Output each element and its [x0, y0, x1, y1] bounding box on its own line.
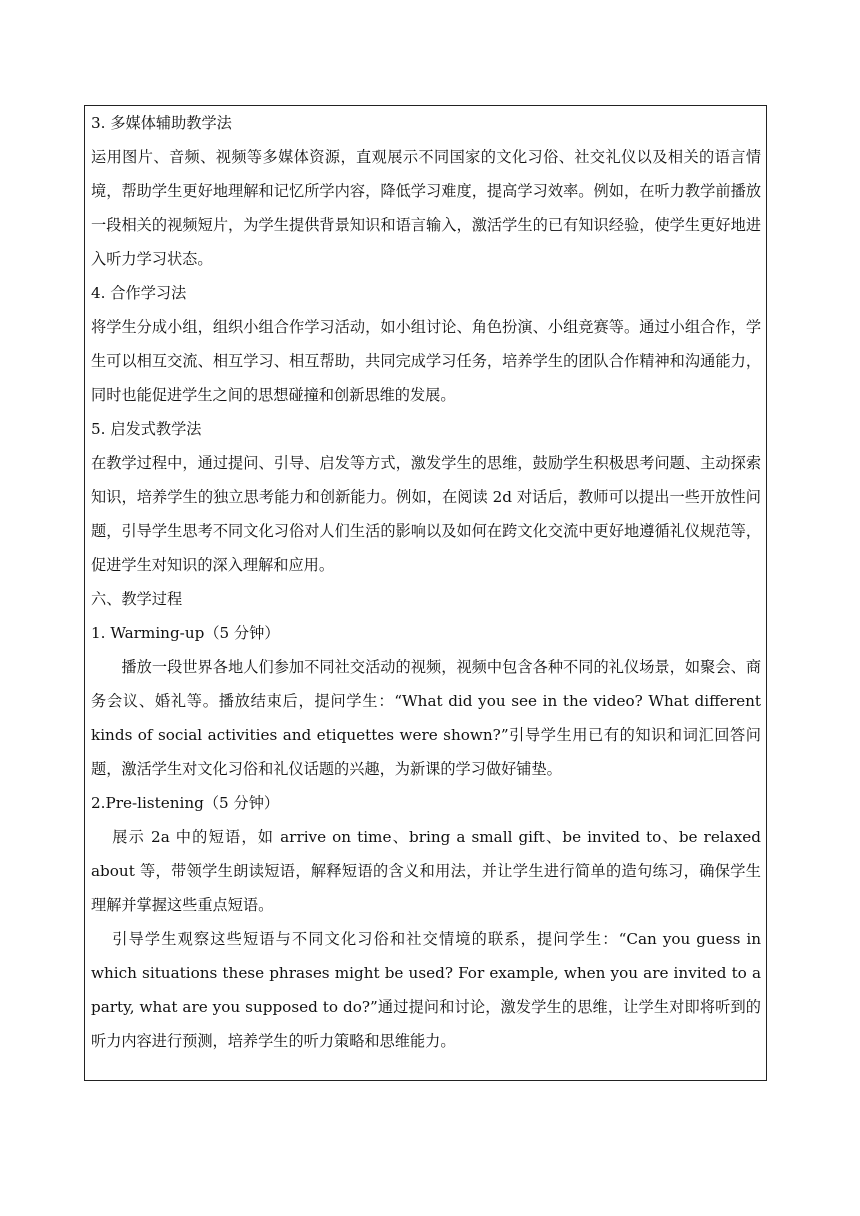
section-body-multimedia: 运用图片、音频、视频等多媒体资源，直观展示不同国家的文化习俗、社交礼仪以及相关的语言情境，帮助学生更好地理解和记忆所学内容，降低学习难度，提高学习效率。例如，在听力教学前播放一段相关的视频短片，为学生提供背景知识和语言输入，激活学生的已有知识经验，使学生更好地进入听力学习状态。 [91, 148, 761, 268]
section-heading-heuristic: 5. 启发式教学法 [91, 420, 202, 438]
step-body-pre-listening-2: 引导学生观察这些短语与不同文化习俗和社交情境的联系，提问学生：“Can you guess in which situations these phrases might be used? For example, when you are invited to a party, what are you supposed to do?”通过提问和讨论，激发学生的思维，让学生对即将听到的听力内容进行预测，培养学生的听力策略和思维能力。 [91, 930, 761, 1050]
section-heading-multimedia: 3. 多媒体辅助教学法 [91, 114, 232, 132]
step-heading-pre-listening: 2.Pre-listening（5 分钟） [91, 794, 280, 812]
section-body-heuristic: 在教学过程中，通过提问、引导、启发等方式，激发学生的思维，鼓励学生积极思考问题、主动探索知识，培养学生的独立思考能力和创新能力。例如，在阅读 2d 对话后，教师可以提出一些开放性问题，引导学生思考不同文化习俗对人们生活的影响以及如何在跨文化交流中更好地遵循礼仪规范等，促进学生对知识的深入理解和应用。 [91, 454, 761, 574]
section-body-cooperative: 将学生分成小组，组织小组合作学习活动，如小组讨论、角色扮演、小组竞赛等。通过小组合作，学生可以相互交流、相互学习、相互帮助，共同完成学习任务，培养学生的团队合作精神和沟通能力，同时也能促进学生之间的思想碰撞和创新思维的发展。 [91, 318, 761, 404]
section-heading-cooperative: 4. 合作学习法 [91, 284, 187, 302]
step-heading-warming-up: 1. Warming-up（5 分钟） [91, 624, 280, 642]
step-body-warming-up: 播放一段世界各地人们参加不同社交活动的视频，视频中包含各种不同的礼仪场景，如聚会、商务会议、婚礼等。播放结束后，提问学生：“What did you see in the video? What different kinds of social activities and etiquettes were shown?”引导学生用已有的知识和词汇回答问题，激活学生对文化习俗和礼仪话题的兴趣，为新课的学习做好铺垫。 [91, 658, 761, 778]
document-body [91, 106, 761, 1058]
step-body-pre-listening-1: 展示 2a 中的短语，如 arrive on time、bring a small gift、be invited to、be relaxed about 等，带领学生朗读短语，解释短语的含义和用法，并让学生进行简单的造句练习，确保学生理解并掌握这些重点短语。 [91, 828, 761, 914]
section-heading-teaching-process: 六、教学过程 [91, 590, 183, 608]
